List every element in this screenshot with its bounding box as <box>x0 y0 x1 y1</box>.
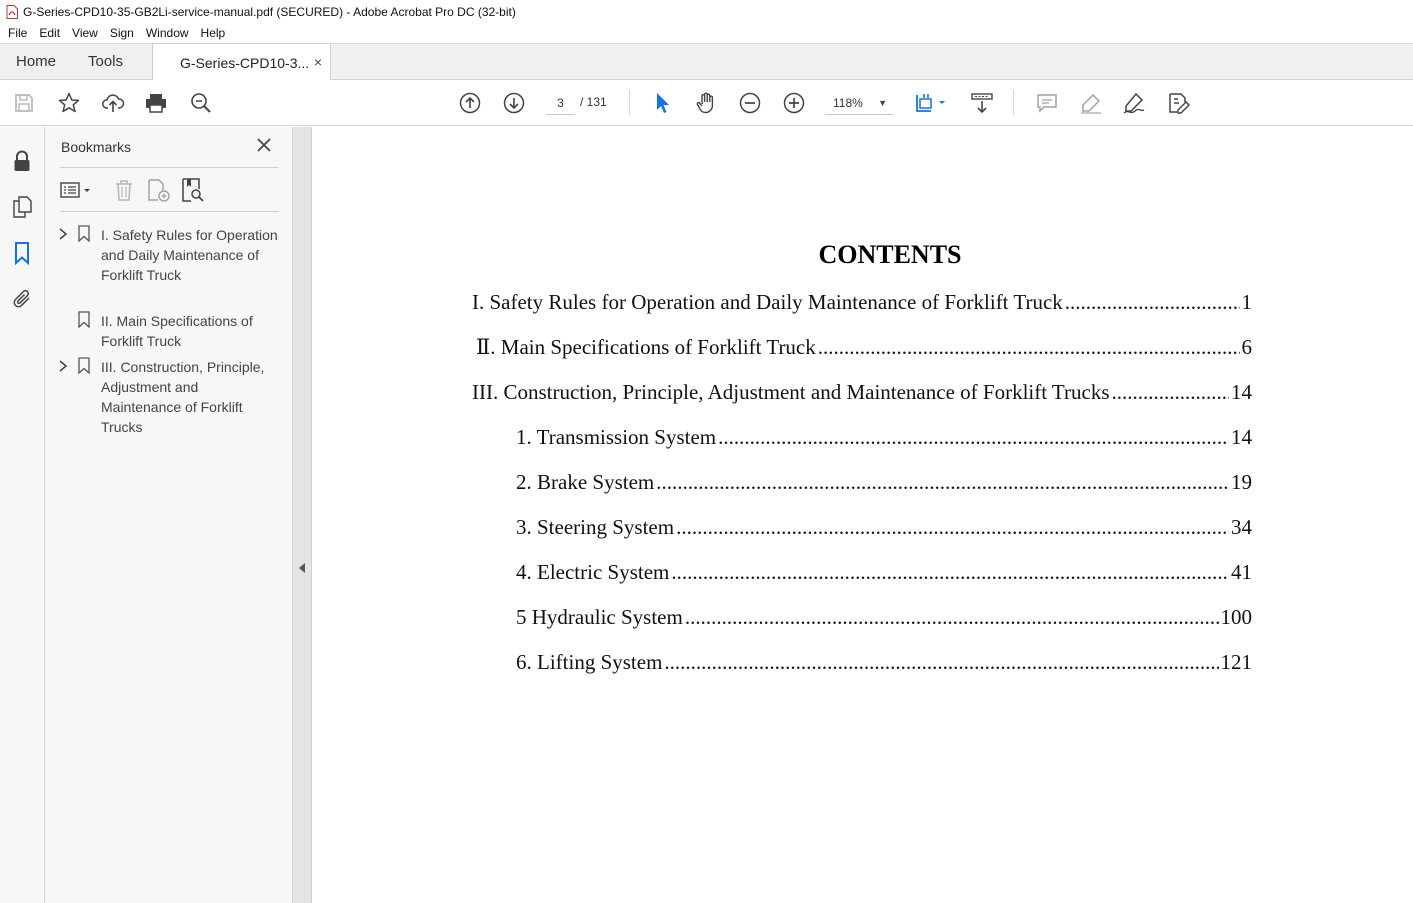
page-total: / 131 <box>580 95 607 109</box>
toc-entry-title: 3. Steering System <box>516 515 675 539</box>
tab-bar <box>0 43 1413 80</box>
toc-leader <box>671 560 1229 585</box>
toc-entry-title: Ⅱ. Main Specifications of Forklift Truck <box>476 335 816 359</box>
scroll-mode-icon[interactable] <box>970 91 994 115</box>
pdf-file-icon <box>6 5 18 19</box>
toc-entry-title: I. Safety Rules for Operation and Daily Maintenance of Forklift Truck <box>472 290 1063 314</box>
bookmark-flag-icon <box>78 357 90 374</box>
new-bookmark-icon[interactable] <box>145 177 173 203</box>
lock-icon[interactable] <box>10 149 34 173</box>
toc-leader <box>685 605 1219 630</box>
fit-page-icon[interactable] <box>914 91 950 115</box>
toc-leader <box>656 470 1229 495</box>
tab-document[interactable] <box>152 43 331 81</box>
tab-tools[interactable]: Tools <box>88 53 124 70</box>
tab-home[interactable]: Home <box>16 53 57 70</box>
edit-pdf-icon[interactable] <box>1166 91 1190 115</box>
bookmark-options-icon[interactable] <box>60 177 88 203</box>
highlight-icon[interactable] <box>1079 91 1103 115</box>
toc-entry <box>516 470 1252 498</box>
toc-entry-title: 1. Transmission System <box>516 425 717 449</box>
menu-file[interactable]: File <box>8 26 28 40</box>
toc-entry-page: 34 <box>1231 515 1252 539</box>
zoom-out-icon[interactable] <box>738 91 762 115</box>
bookmark-label[interactable]: II. Main Specifications of Forklift Truck <box>101 313 253 349</box>
zoom-search-icon[interactable] <box>189 91 213 115</box>
toc-entry-page: 121 <box>1220 650 1252 674</box>
menu-sign[interactable]: Sign <box>109 26 134 40</box>
contents-heading: CONTENTS <box>818 240 962 269</box>
bookmark-label[interactable]: I. Safety Rules for Operation and Daily Maintenance of Forklift Truck <box>101 227 278 283</box>
toc-entry <box>476 335 1252 363</box>
delete-bookmark-icon[interactable] <box>111 177 139 203</box>
chevron-right-icon[interactable] <box>57 359 69 373</box>
bookmark-flag-icon <box>78 225 90 242</box>
chevron-down-icon: ▼ <box>878 98 887 108</box>
toc-entry-title: 6. Lifting System <box>516 650 663 674</box>
bookmarks-panel <box>45 127 292 903</box>
navigation-rail <box>0 127 45 903</box>
toc-leader <box>818 335 1240 360</box>
toolbar-divider <box>1013 90 1014 116</box>
bookmark-flag-icon <box>78 311 90 328</box>
select-cursor-icon[interactable] <box>650 91 674 115</box>
next-page-icon[interactable] <box>502 91 526 115</box>
bookmark-item[interactable] <box>45 225 292 305</box>
panel-splitter[interactable] <box>292 127 312 903</box>
toc-entry-title: 4. Electric System <box>516 560 670 584</box>
toc-entry <box>516 650 1252 678</box>
toc-entry <box>516 560 1252 588</box>
menu-help[interactable]: Help <box>200 26 226 40</box>
toc-entry-page: 6 <box>1241 335 1252 359</box>
page-number-input[interactable] <box>546 91 575 115</box>
pages-icon[interactable] <box>10 195 34 219</box>
toc-leader <box>676 515 1229 540</box>
toc-leader <box>718 425 1229 450</box>
document-page <box>312 127 1413 903</box>
divider <box>60 211 279 212</box>
find-bookmark-icon[interactable] <box>179 177 207 203</box>
toc-entry <box>472 290 1252 318</box>
toc-entry-page: 41 <box>1231 560 1252 584</box>
toc-entry-title: 5 Hydraulic System <box>516 605 683 629</box>
toc-leader <box>1112 380 1229 405</box>
sign-icon[interactable] <box>1122 91 1146 115</box>
title-bar <box>0 0 1413 23</box>
toc-entry-page: 14 <box>1231 425 1252 449</box>
zoom-level-value: 118% <box>833 96 863 110</box>
toc-entry <box>472 380 1252 408</box>
toc-entry <box>516 515 1252 543</box>
chevron-right-icon[interactable] <box>57 227 69 241</box>
bookmark-item[interactable] <box>45 311 292 351</box>
toc-entry-title: III. Construction, Principle, Adjustment and Maintenance of Forklift Trucks <box>472 380 1110 404</box>
bookmark-item[interactable] <box>45 357 292 437</box>
zoom-level-select[interactable] <box>825 91 893 115</box>
bookmark-label[interactable]: III. Construction, Principle, Adjustment and Maintenance of Forklift Trucks <box>101 359 265 435</box>
zoom-in-icon[interactable] <box>782 91 806 115</box>
hand-icon[interactable] <box>694 91 718 115</box>
menu-view[interactable]: View <box>72 26 98 40</box>
toc-leader <box>1065 290 1240 315</box>
menu-window[interactable]: Window <box>145 26 189 40</box>
toc-entry <box>516 605 1252 633</box>
menu-bar <box>0 23 1413 43</box>
star-icon[interactable] <box>57 91 81 115</box>
collapse-panel-icon[interactable] <box>299 563 305 573</box>
close-icon[interactable] <box>256 137 272 153</box>
toc-entry-page: 1 <box>1241 290 1252 314</box>
toc-entry-page: 19 <box>1231 470 1252 494</box>
comment-icon[interactable] <box>1035 91 1059 115</box>
toc-leader <box>664 650 1218 675</box>
close-tab-icon[interactable]: × <box>313 54 322 70</box>
menu-edit[interactable]: Edit <box>39 26 61 40</box>
window-title: G-Series-CPD10-35-GB2Li-service-manual.pdf (SECURED) - Adobe Acrobat Pro DC (32-bit) <box>23 4 516 19</box>
toolbar <box>0 80 1413 126</box>
tab-document-label: G-Series-CPD10-3... <box>180 54 310 71</box>
bookmark-icon[interactable] <box>10 241 34 265</box>
toolbar-divider <box>629 90 630 116</box>
upload-icon[interactable] <box>101 91 125 115</box>
bookmarks-title: Bookmarks <box>61 139 132 155</box>
toc-entry-page: 100 <box>1220 605 1252 629</box>
toc-entry-page: 14 <box>1231 380 1252 404</box>
attachment-icon[interactable] <box>10 287 34 311</box>
save-icon[interactable] <box>12 91 36 115</box>
divider <box>60 167 279 168</box>
toc-entry <box>516 425 1252 453</box>
print-icon[interactable] <box>144 91 168 115</box>
prev-page-icon[interactable] <box>458 91 482 115</box>
toc-entry-title: 2. Brake System <box>516 470 655 494</box>
